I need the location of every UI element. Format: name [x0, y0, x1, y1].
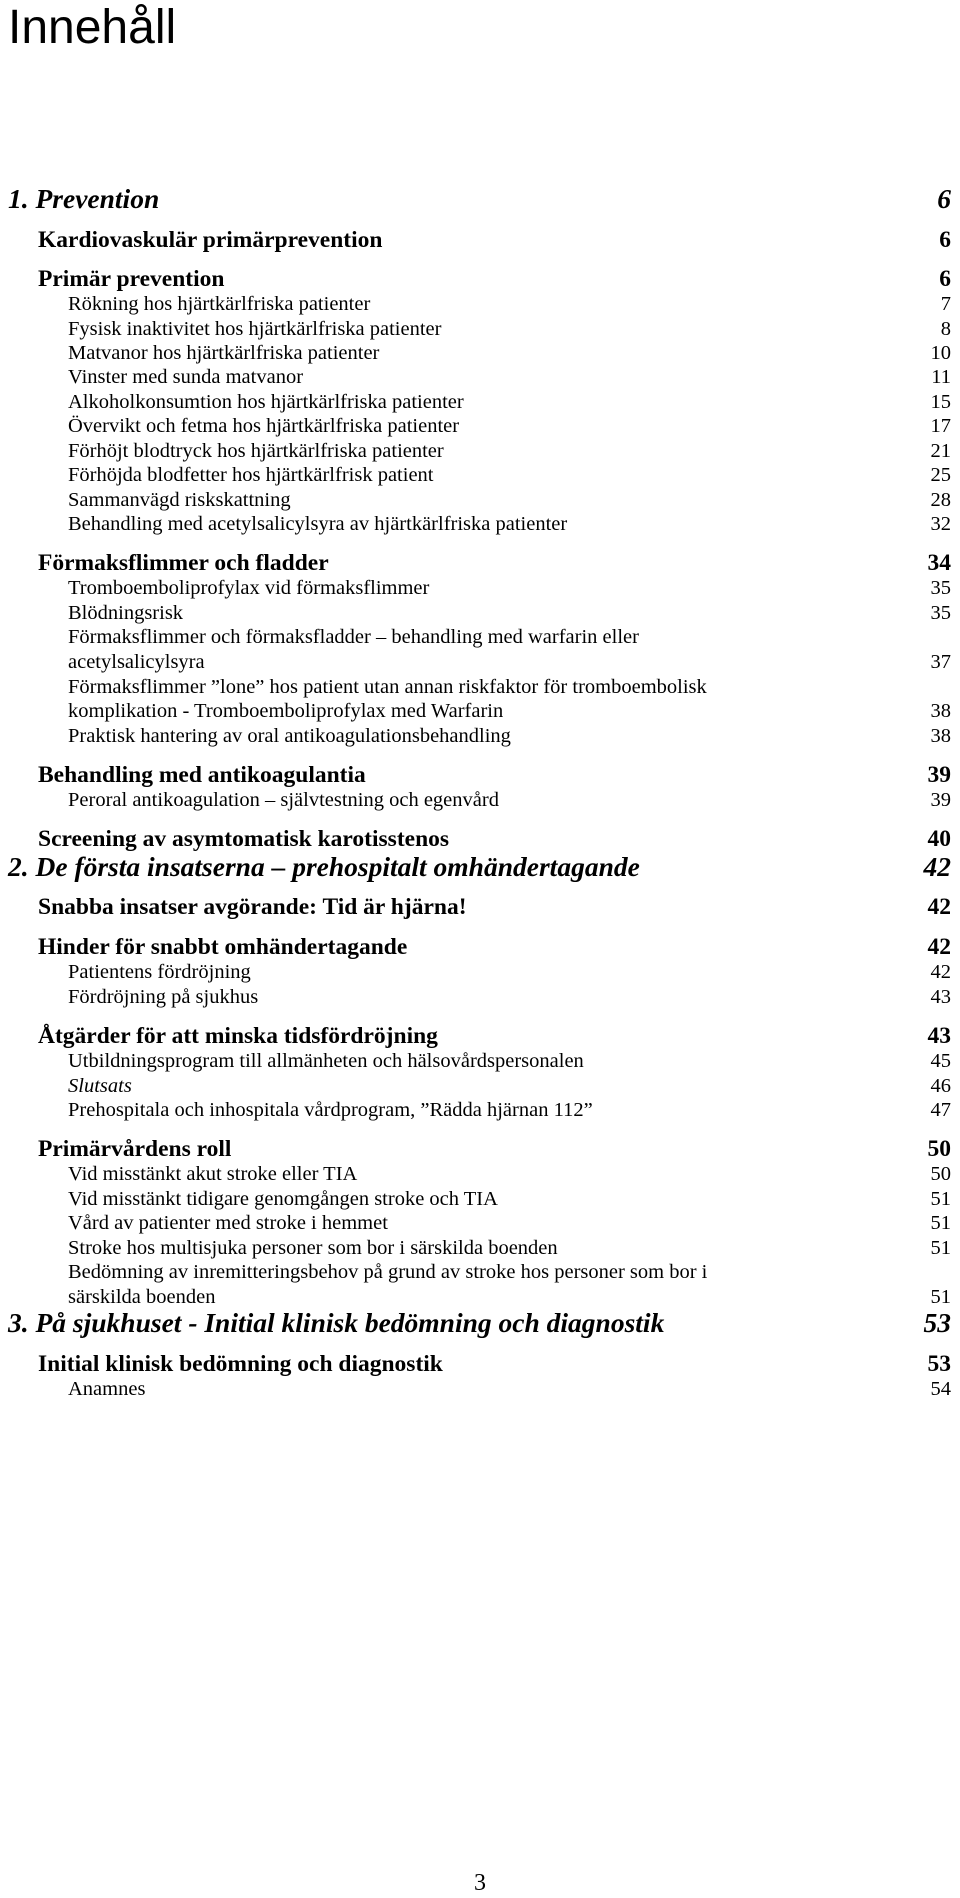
- toc-entry-page: 21: [930, 440, 951, 462]
- toc-entry: [0, 185, 960, 215]
- toc-entry-title: Åtgärder för att minska tidsfördröjning: [38, 1023, 438, 1049]
- toc-entry-title: Fördröjning på sjukhus: [68, 986, 259, 1008]
- toc-entry-page: 38: [930, 700, 951, 722]
- toc-entry-title: komplikation - Tromboemboliprofylax med Warfarin: [68, 700, 504, 722]
- toc-entry-page: 46: [930, 1075, 951, 1097]
- toc-entry-page: 50: [930, 1163, 951, 1185]
- toc-entry-title: Rökning hos hjärtkärlfriska patienter: [68, 293, 371, 315]
- toc-entry: [0, 1309, 960, 1339]
- toc-entry-title: Slutsats: [68, 1075, 132, 1097]
- toc-entry: [0, 853, 960, 883]
- toc-entry-page: 32: [930, 513, 951, 535]
- toc-entry-page: 17: [930, 415, 951, 437]
- toc-entry-page: 42: [927, 934, 951, 960]
- toc-entry-page: 51: [930, 1212, 951, 1234]
- toc-entry-title: särskilda boenden: [68, 1286, 216, 1308]
- toc-entry-title: Förhöjt blodtryck hos hjärtkärlfriska patienter: [68, 440, 444, 462]
- toc-entry: [0, 984, 960, 1014]
- toc-entry-title: Snabba insatser avgörande: Tid är hjärna!: [38, 894, 467, 920]
- toc-entry-title: Förmaksflimmer och fladder: [38, 550, 329, 576]
- toc-entry-title: Initial klinisk bedömning och diagnostik: [38, 1351, 443, 1377]
- toc-entry-title: Vid misstänkt tidigare genomgången stroke och TIA: [68, 1188, 498, 1210]
- toc-entry-page: 40: [927, 826, 951, 852]
- toc-entry-page: 43: [930, 986, 951, 1008]
- toc-entry-title: Patientens fördröjning: [68, 961, 251, 983]
- toc-entry-page: 54: [930, 1378, 951, 1400]
- toc-entry-title: Blödningsrisk: [68, 602, 184, 624]
- toc-entry-page: 45: [930, 1050, 951, 1072]
- toc-entry-title: Tromboemboliprofylax vid förmaksflimmer: [68, 577, 430, 599]
- toc-entry: [0, 723, 960, 753]
- toc-entry-title: Kardiovaskulär primärprevention: [38, 227, 383, 253]
- toc-entry-title: acetylsalicylsyra: [68, 651, 205, 673]
- toc-entry-page: 8: [940, 318, 951, 340]
- toc-entry-page: 53: [923, 1307, 951, 1338]
- toc-entry-title: Förhöjda blodfetter hos hjärtkärlfrisk patient: [68, 464, 434, 486]
- toc-entry-page: 51: [930, 1286, 951, 1308]
- toc-entry-page: 38: [930, 725, 951, 747]
- toc-entry-page: 28: [930, 489, 951, 511]
- toc-entry-title: 2. De första insatserna – prehospitalt omhändertagande: [8, 851, 640, 882]
- toc-entry-page: 39: [930, 789, 951, 811]
- toc-entry-title: Behandling med antikoagulantia: [38, 762, 366, 788]
- toc-entry-page: 51: [930, 1237, 951, 1259]
- toc-entry-title: 1. Prevention: [8, 183, 160, 214]
- toc-entry: [0, 1097, 960, 1127]
- toc-entry-page: 42: [923, 851, 951, 882]
- toc-entry-page: 11: [931, 366, 951, 388]
- toc-entry-page: 10: [930, 342, 951, 364]
- toc-entry-page: 37: [930, 651, 951, 673]
- toc-entry-title: Prehospitala och inhospitala vårdprogram, ”Rädda hjärnan 112”: [68, 1099, 593, 1121]
- toc-entry-page: 50: [927, 1136, 951, 1162]
- toc-entry-page: 39: [927, 762, 951, 788]
- toc-entry-title: Övervikt och fetma hos hjärtkärlfriska patienter: [68, 415, 460, 437]
- toc-entry-title: 3. På sjukhuset - Initial klinisk bedömning och diagnostik: [8, 1307, 665, 1338]
- toc-entry-page: 15: [930, 391, 951, 413]
- toc-entry-page: 6: [939, 227, 951, 253]
- toc-entry-page: 6: [939, 266, 951, 292]
- toc-entry-page: 51: [930, 1188, 951, 1210]
- toc-entry-title: Vinster med sunda matvanor: [68, 366, 304, 388]
- toc-entry-page: 47: [930, 1099, 951, 1121]
- toc-entry-page: 42: [930, 961, 951, 983]
- toc-entry-title: Primär prevention: [38, 266, 225, 292]
- toc-entry-page: 6: [937, 183, 951, 214]
- toc-entry-title: Vid misstänkt akut stroke eller TIA: [68, 1163, 358, 1185]
- toc-entry-title: Behandling med acetylsalicylsyra av hjärtkärlfriska patienter: [68, 513, 568, 535]
- toc-entry-title: Hinder för snabbt omhändertagande: [38, 934, 408, 960]
- toc-entry-page: 7: [940, 293, 951, 315]
- toc-entry-page: 43: [927, 1023, 951, 1049]
- toc-entry: [0, 787, 960, 817]
- toc-entry-page: 42: [927, 894, 951, 920]
- toc-entry: [0, 894, 960, 924]
- toc-entry-title: Förmaksflimmer och förmaksfladder – behandling med warfarin eller: [68, 626, 639, 648]
- toc-entry-page: 35: [930, 602, 951, 624]
- toc-entry-page: 35: [930, 577, 951, 599]
- page-title: Innehåll: [8, 1, 177, 54]
- toc-entry-title: Stroke hos multisjuka personer som bor i särskilda boenden: [68, 1237, 558, 1259]
- page-number: 3: [474, 1870, 486, 1896]
- toc-entry-title: Fysisk inaktivitet hos hjärtkärlfriska patienter: [68, 318, 442, 340]
- toc-entry-title: Förmaksflimmer ”lone” hos patient utan annan riskfaktor för tromboembolisk: [68, 676, 707, 698]
- toc-entry-title: Alkoholkonsumtion hos hjärtkärlfriska patienter: [68, 391, 464, 413]
- toc-entry: [0, 1376, 960, 1406]
- toc-entry-title: Screening av asymtomatisk karotisstenos: [38, 826, 450, 852]
- toc-entry-title: Vård av patienter med stroke i hemmet: [68, 1212, 388, 1234]
- toc-entry-title: Primärvårdens roll: [38, 1136, 232, 1162]
- toc-entry-title: Sammanvägd riskskattning: [68, 489, 291, 511]
- toc-entry-title: Bedömning av inremitteringsbehov på grund av stroke hos personer som bor i: [68, 1261, 708, 1283]
- toc-entry-title: Praktisk hantering av oral antikoagulationsbehandling: [68, 725, 511, 747]
- toc-entry-title: Utbildningsprogram till allmänheten och hälsovårdspersonalen: [68, 1050, 584, 1072]
- toc-entry-page: 34: [927, 550, 951, 576]
- toc-entry: [0, 227, 960, 257]
- toc-entry-title: Peroral antikoagulation – självtestning och egenvård: [68, 789, 499, 811]
- toc-entry-title: Anamnes: [68, 1378, 146, 1400]
- toc-entry-page: 53: [927, 1351, 951, 1377]
- toc-entry-title: Matvanor hos hjärtkärlfriska patienter: [68, 342, 380, 364]
- toc-entry: [0, 511, 960, 541]
- toc-entry-page: 25: [930, 464, 951, 486]
